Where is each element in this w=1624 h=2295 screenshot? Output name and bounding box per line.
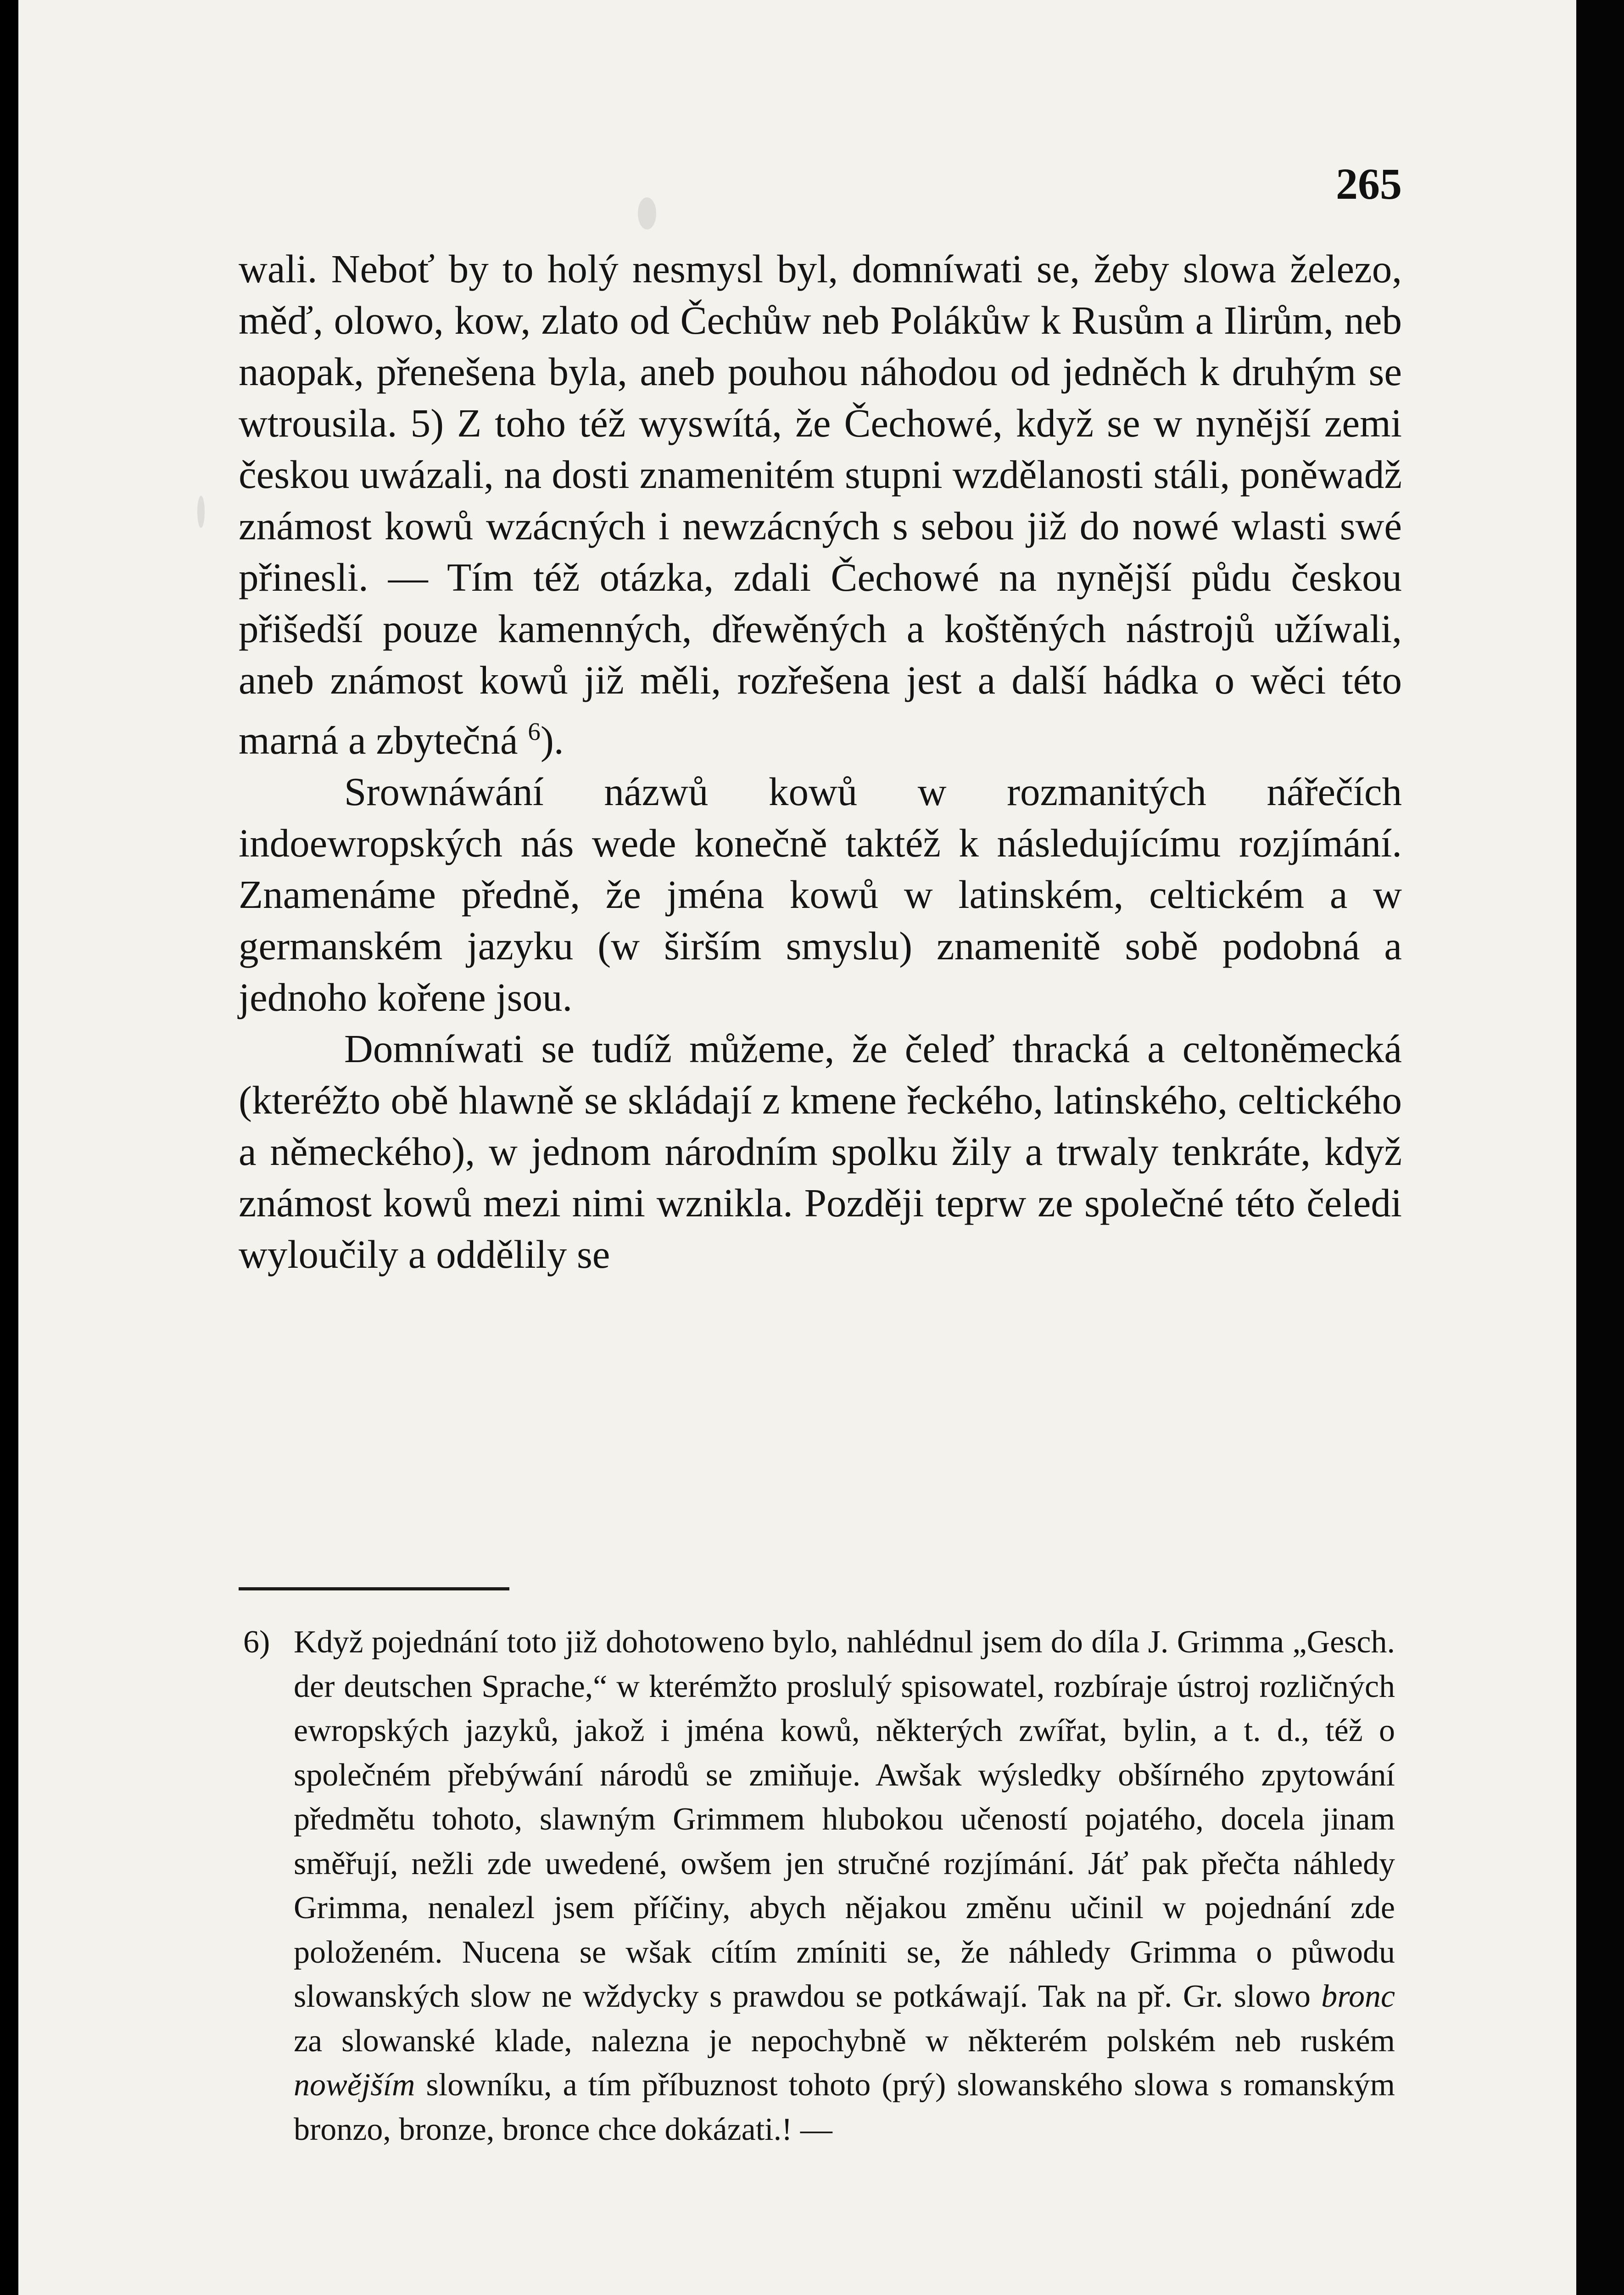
page-number: 265 — [1336, 159, 1402, 208]
footnote-reference[interactable]: 6 — [528, 717, 541, 745]
footnote-text: za slowanské klade, nalezna je nepochybně w některém polském neb ruském — [294, 2023, 1395, 2059]
paragraph-closing: ). — [540, 718, 564, 762]
footnote — [243, 1620, 1395, 2152]
footnote-italic-word: bronc — [1321, 1979, 1395, 2014]
body-paragraph — [239, 1023, 1402, 1280]
body-paragraph — [239, 766, 1402, 1023]
paragraph-text: Srownáwání názwů kowů w rozmanitých nářečích indoewropských nás wede konečně taktéž k následujícímu rozjímání. Znamenáme předně, že jména kowů w latinském, celtickém a w germanském jazyku (w širším smyslu) znamenitě sobě podobná a jednoho kořene jsou. — [239, 769, 1402, 1019]
paper-blemish — [638, 197, 656, 230]
paper-blemish — [197, 496, 205, 528]
paragraph-text: wali. Neboť by to holý nesmysl byl, domníwati se, žeby slowa železo, měď, olowo, kow, zlato od Čechůw neb Polákůw k Rusům a Ilirům, neb naopak, přenešena byla, aneb pouhou náhodou od jedněch k druhým se wtrousila. 5) Z toho též wyswítá, že Čechowé, když se w nynější zemi českou uwázali, na dosti znamenitém stupni wzdělanosti stáli, poněwadž známost kowů wzácných i newzácných s sebou již do nowé wlasti swé přinesli. — Tím též otázka, zdali Čechowé na nynější půdu českou přišedší pouze kamenných, dřewěných a koštěných nástrojů užíwali, aneb známost kowů již měli, rozřešena jest a další hádka o wěci této marná a zbytečná — [239, 246, 1402, 762]
footnote-divider — [239, 1587, 509, 1590]
footnote-text: slowníku, a tím příbuznost tohoto (prý) slowanského slowa s romanským bronzo, bronze, bronce chce dokázati.! — — [294, 2067, 1395, 2147]
paragraph-text: Domníwati se tudíž můžeme, že čeleď thracká a celtoněmecká (kteréžto obě hlawně se skládají z kmene řeckého, latinského, celtického a německého), w jednom národním spolku žily a trwaly tenkráte, když známost kowů mezi nimi wznikla. Později teprw ze společné této čeledi wyloučily a oddělily se — [239, 1026, 1402, 1276]
scan-border-right — [1576, 0, 1624, 2295]
footnote-italic-word: nowějším — [294, 2067, 415, 2103]
footnote-number: 6) — [243, 1624, 270, 1660]
footnote-text: Když pojednání toto již dohotoweno bylo, nahlédnul jsem do díla J. Grimma „Gesch. der deutschen Sprache,“ w kterémžto proslulý spisowatel, rozbíraje ústroj rozličných ewropských jazyků, jakož i jména kowů, některých zwířat, bylin, a t. d., též o společném přebýwání národů se zmiňuje. Awšak wýsledky obšírného zpytowání předmětu tohoto, slawným Grimmem hlubokou učeností pojatého, docela jinam směřují, nežli zde uwedené, owšem jen stručné rozjímání. Jáť pak přečta náhledy Grimma, nenalezl jsem příčiny, abych nějakou změnu učinil w pojednání zde položeném. Nucena se wšak cítím zmíniti se, že náhledy Grimma o půwodu slowanských slow ne wždycky s prawdou se potkáwají. Tak na př. Gr. slowo — [294, 1624, 1395, 2014]
body-paragraph — [239, 243, 1402, 766]
main-text — [239, 243, 1402, 1280]
